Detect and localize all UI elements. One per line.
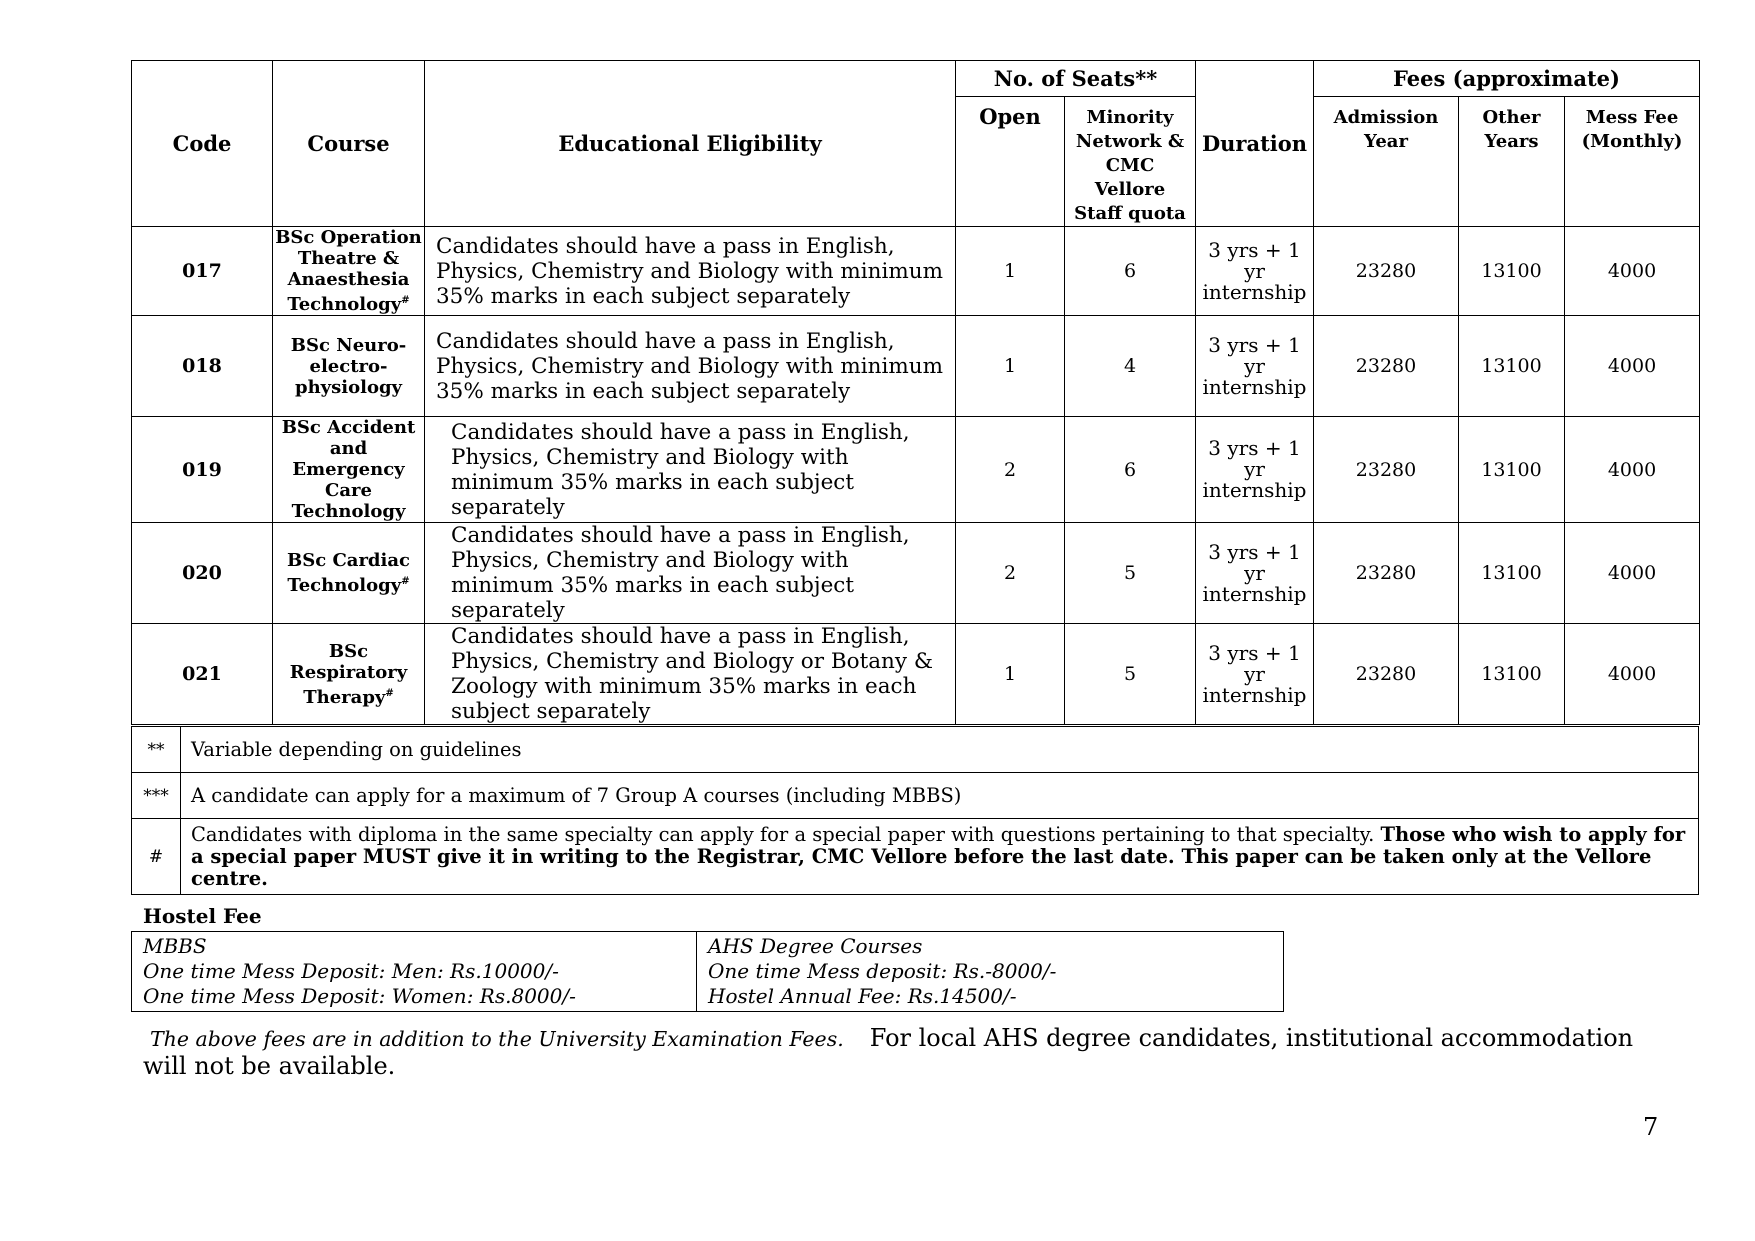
course-code: 018 [132,316,273,417]
course-name [273,523,425,624]
course-name-line: Emergency [292,459,405,480]
note-bold-text: Those who wish to apply for a special paper MUST give it in writing to the Registrar, CMC Vellore before the last date. This paper can be taken only at the Vellore centre. [191,822,1686,890]
course-row [132,227,1700,316]
course-name-line: Anaesthesia [287,269,410,290]
hostel-mbbs-heading: MBBS [143,934,207,958]
course-row [132,417,1700,523]
note-symbol: # [132,819,181,895]
course-footnote-mark: # [401,295,410,306]
mess-fee: 4000 [1565,227,1700,316]
mess-fee: 4000 [1565,523,1700,624]
course-name-line: Respiratory [289,661,408,683]
note-symbol: *** [132,773,181,819]
seats-open: 2 [956,417,1065,523]
course-name-line: BSc Accident [281,417,416,438]
eligibility-text: Candidates should have a pass in English, Physics, Chemistry and Biology with minimum 35% marks in each subject separately [425,227,956,316]
header-course: Course [273,61,425,227]
admission-year-fee: 23280 [1314,417,1459,523]
seats-open: 1 [956,316,1065,417]
header-other-years: Other Years [1459,97,1565,227]
duration: 3 yrs + 1 yr internship [1196,624,1314,725]
duration: 3 yrs + 1 yr internship [1196,417,1314,523]
course-footnote-mark: # [385,687,394,699]
header-duration: Duration [1196,61,1314,227]
admission-year-fee: 23280 [1314,624,1459,725]
course-name [273,316,425,417]
course-code: 017 [132,227,273,316]
course-name-line: and [329,438,368,459]
hostel-ahs-cell [697,932,1284,1012]
hostel-mbbs-mess-men: One time Mess Deposit: Men: Rs.10000/- [143,959,559,983]
course-name [273,417,425,523]
course-name-line: Care [325,480,372,501]
footnote-italic: The above fees are in addition to the University Examination Fees. [150,1027,844,1051]
mess-fee: 4000 [1565,316,1700,417]
header-seats: No. of Seats** [956,61,1196,97]
eligibility-text: Candidates should have a pass in English, Physics, Chemistry and Biology with minimum 35% marks in each subject separately [425,316,956,417]
header-fees: Fees (approximate) [1314,61,1700,97]
course-footnote-mark: # [401,576,410,587]
course-name-line: Theatre & [297,248,400,269]
header-code: Code [132,61,273,227]
note-symbol: ** [132,727,181,773]
note-text: A candidate can apply for a maximum of 7 Group A courses (including MBBS) [181,773,1699,819]
header-mess-fee: Mess Fee (Monthly) [1565,97,1700,227]
other-years-fee: 13100 [1459,316,1565,417]
admission-year-fee: 23280 [1314,316,1459,417]
mess-fee: 4000 [1565,624,1700,725]
note-row [132,819,1699,895]
duration: 3 yrs + 1 yr internship [1196,316,1314,417]
course-code: 020 [132,523,273,624]
seats-open: 2 [956,523,1065,624]
course-name-line: Therapy [303,686,386,708]
course-name-line: BSc Neuro- [290,334,407,356]
eligibility-text: Candidates should have a pass in English, Physics, Chemistry and Biology with minimum 35% marks in each subject separately [425,417,956,523]
course-name [273,624,425,725]
course-name-line: BSc Cardiac [287,550,410,571]
course-code: 019 [132,417,273,523]
hostel-ahs-heading: AHS Degree Courses [708,934,923,958]
seats-minority: 5 [1065,624,1196,725]
seats-minority: 6 [1065,417,1196,523]
note-text: Variable depending on guidelines [181,727,1699,773]
course-name-line: BSc [328,640,369,662]
header-admission-year: Admission Year [1314,97,1459,227]
eligibility-text: Candidates should have a pass in English, Physics, Chemistry and Biology or Botany & Zoology with minimum 35% marks in each subject separately [425,624,956,725]
course-name-line: Technology [291,501,406,522]
course-name-line: electro- [309,355,388,377]
header-eligibility: Educational Eligibility [425,61,956,227]
page-number: 7 [1643,1113,1659,1141]
course-name-line: physiology [295,376,402,398]
hostel-fee-table [131,931,1284,1012]
admission-year-fee: 23280 [1314,227,1459,316]
footnote-text: For local AHS degree candidates, institutional accommodation will not be available. [143,1024,1634,1080]
course-row [132,523,1700,624]
other-years-fee: 13100 [1459,523,1565,624]
course-code: 021 [132,624,273,725]
hostel-mbbs-cell [132,932,697,1012]
other-years-fee: 13100 [1459,417,1565,523]
admission-year-fee: 23280 [1314,523,1459,624]
hostel-ahs-mess-deposit: One time Mess deposit: Rs.-8000/- [708,959,1057,983]
hostel-ahs-annual-fee: Hostel Annual Fee: Rs.14500/- [708,984,1017,1008]
other-years-fee: 13100 [1459,227,1565,316]
fees-footnote [143,1025,1683,1080]
note-row [132,773,1699,819]
course-name-line: Technology [287,575,402,596]
seats-minority: 6 [1065,227,1196,316]
course-row [132,316,1700,417]
course-name [273,227,425,316]
note-text [181,819,1699,895]
header-open: Open [956,97,1065,227]
duration: 3 yrs + 1 yr internship [1196,227,1314,316]
eligibility-text: Candidates should have a pass in English, Physics, Chemistry and Biology with minimum 35% marks in each subject separately [425,523,956,624]
other-years-fee: 13100 [1459,624,1565,725]
seats-open: 1 [956,624,1065,725]
course-name-line: BSc Operation [275,227,422,248]
seats-minority: 4 [1065,316,1196,417]
notes-table [131,726,1699,895]
mess-fee: 4000 [1565,417,1700,523]
hostel-mbbs-mess-women: One time Mess Deposit: Women: Rs.8000/- [143,984,576,1008]
note-row [132,727,1699,773]
hostel-fee-title: Hostel Fee [143,904,262,928]
seats-minority: 5 [1065,523,1196,624]
seats-open: 1 [956,227,1065,316]
note-plain-text: Candidates with diploma in the same specialty can apply for a special paper with questions pertaining to that specialty. [191,822,1375,846]
course-name-line: Technology [287,294,402,315]
course-row [132,624,1700,725]
duration: 3 yrs + 1 yr internship [1196,523,1314,624]
header-minority: Minority Network & CMC Vellore Staff quota [1065,97,1196,227]
course-table [131,60,1700,725]
